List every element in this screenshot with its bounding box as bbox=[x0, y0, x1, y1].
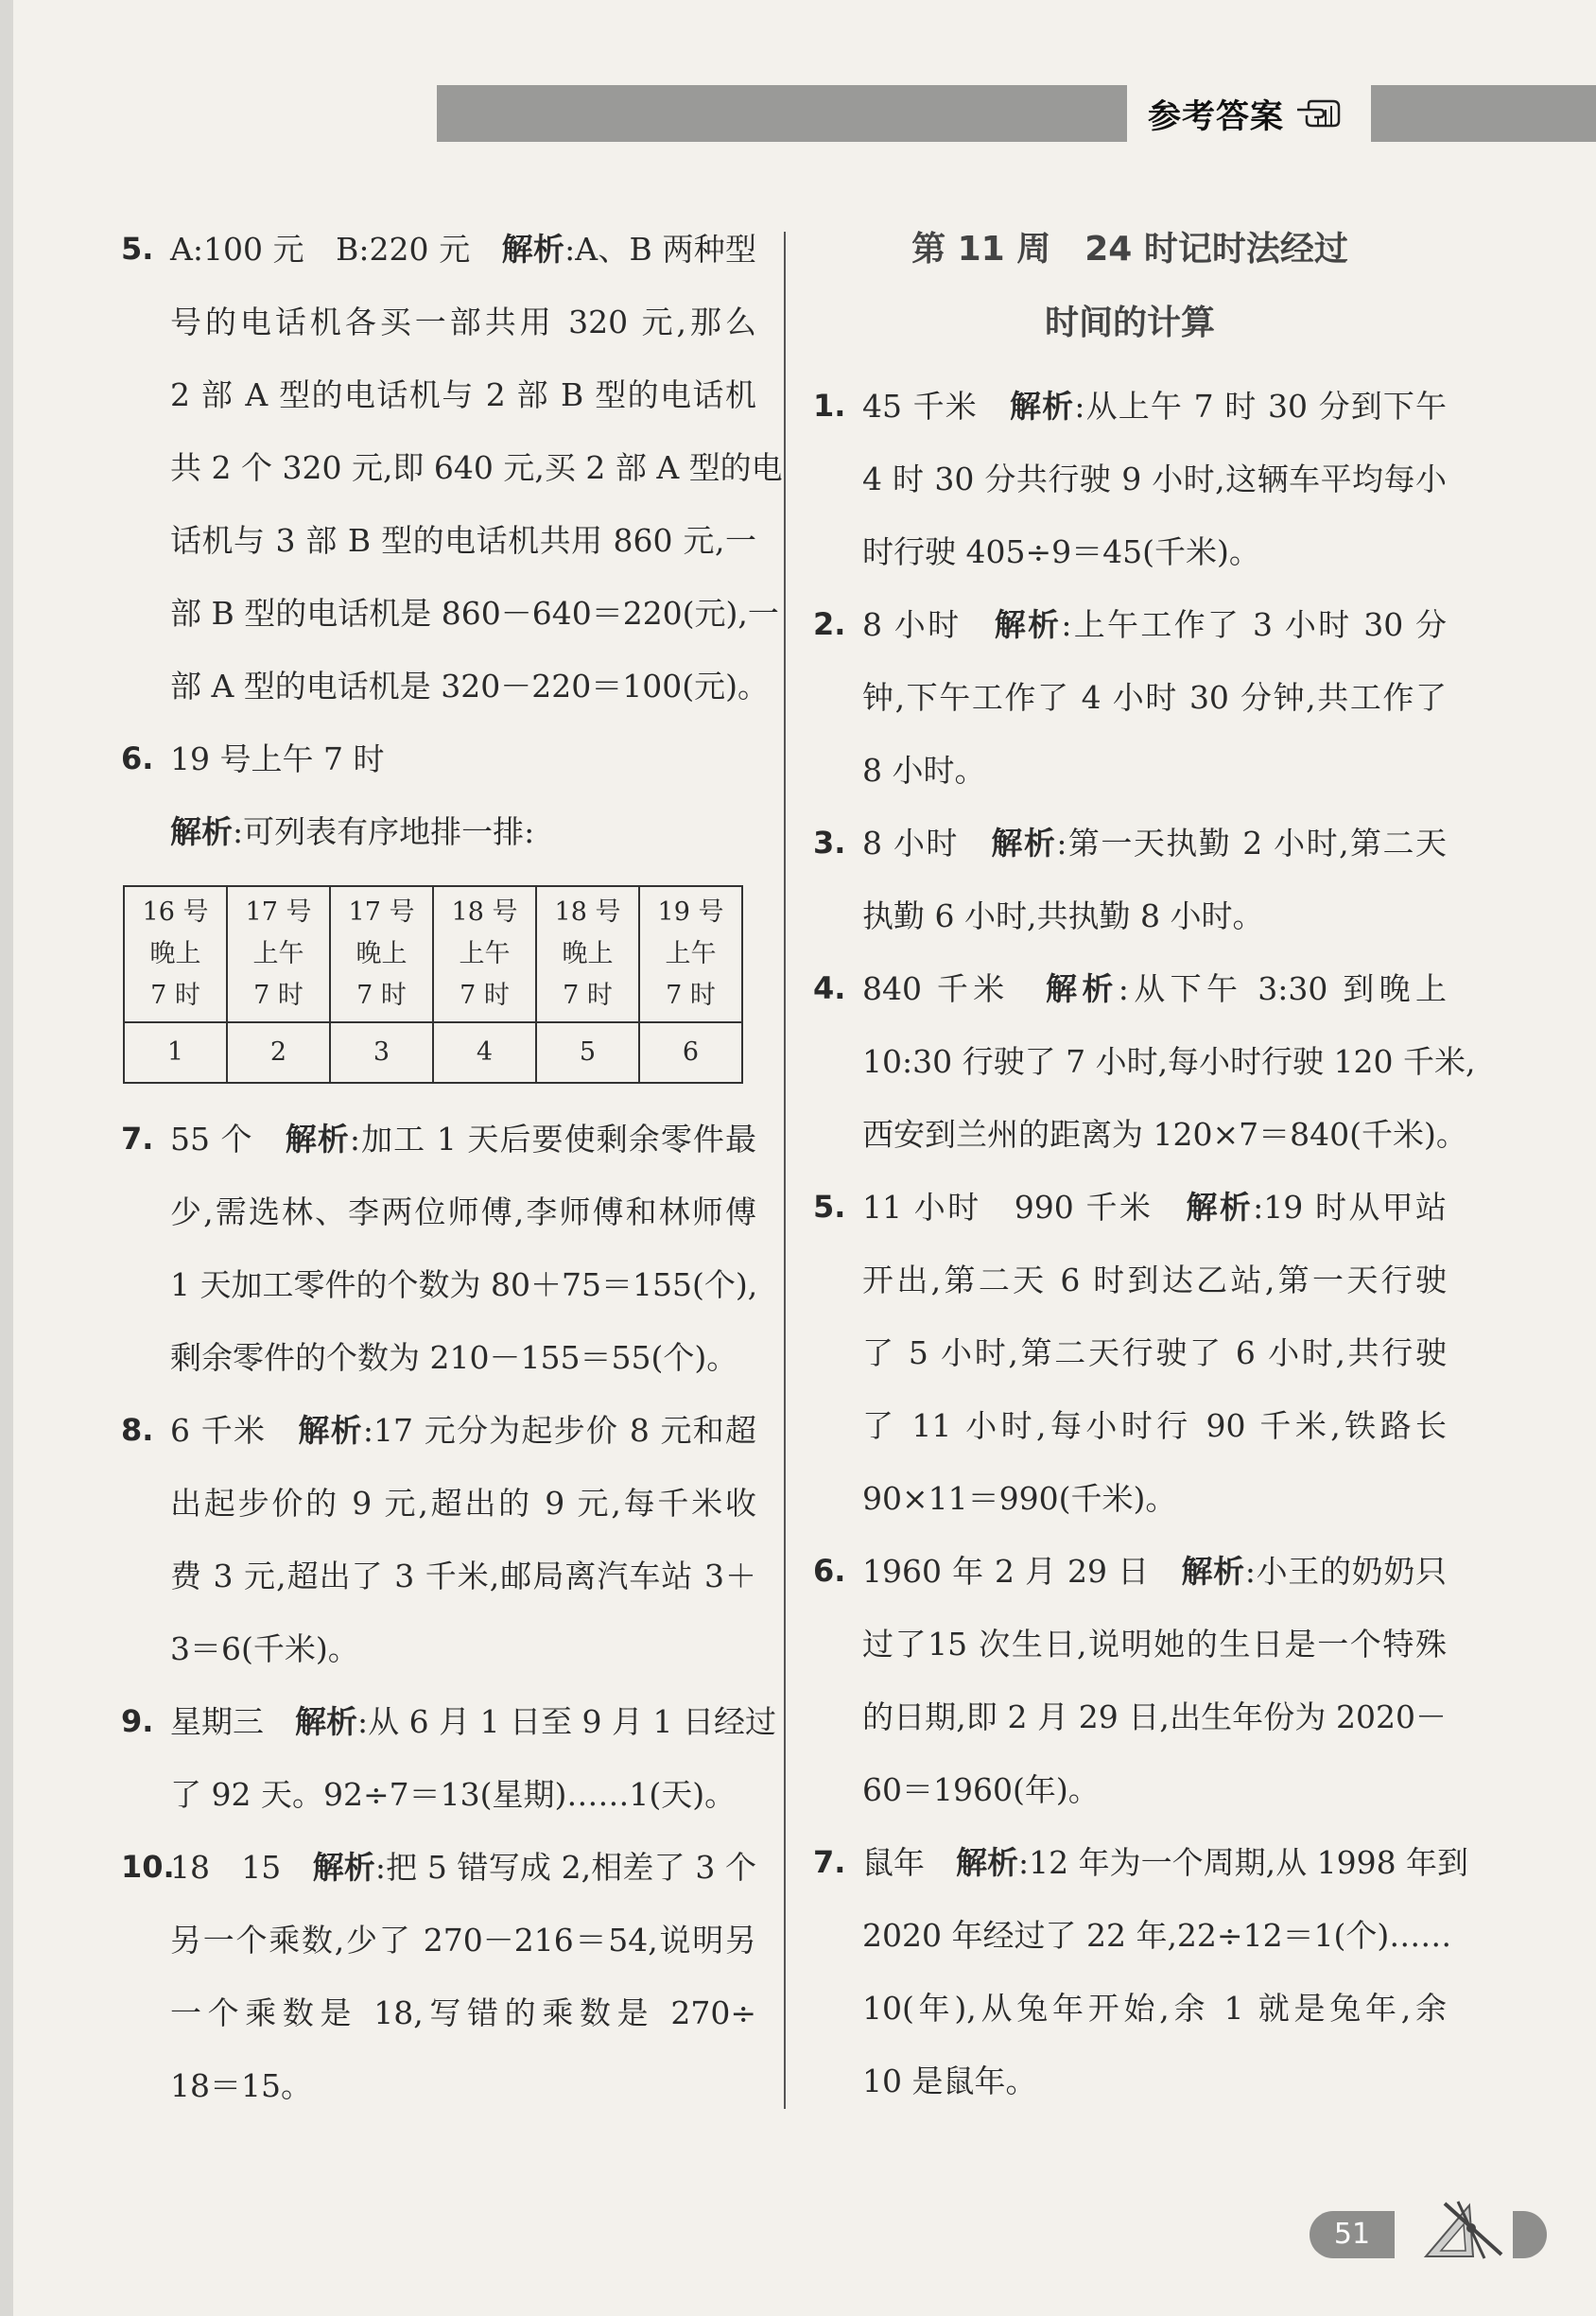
text-line: 4 时 30 分共行驶 9 小时,这辆车平均每小 bbox=[862, 461, 1447, 497]
text-line: 部 A 型的电话机是 320－220＝100(元)。 bbox=[170, 668, 770, 705]
item-number: 6. bbox=[121, 740, 154, 776]
text-line: 11 小时 990 千米 解析:19 时从甲站 bbox=[862, 1189, 1447, 1226]
table-header-cell: 17 号 晚上 7 时 bbox=[330, 886, 433, 1022]
text-line: 鼠年 解析:12 年为一个周期,从 1998 年到 bbox=[862, 1844, 1469, 1881]
item-number: 9. bbox=[121, 1703, 154, 1739]
analysis-label: 解析 bbox=[1046, 970, 1119, 1007]
text-line: 55 个 解析:加工 1 天后要使剩余零件最 bbox=[170, 1121, 757, 1158]
text-line: 10:30 行驶了 7 小时,每小时行驶 120 千米, bbox=[862, 1043, 1476, 1080]
text-line: 3＝6(千米)。 bbox=[170, 1630, 359, 1667]
item-number: 3. bbox=[813, 825, 846, 861]
text-line: 2 部 A 型的电话机与 2 部 B 型的电话机 bbox=[170, 376, 756, 413]
text-line: 90×11＝990(千米)。 bbox=[862, 1480, 1177, 1517]
text-line: 1 天加工零件的个数为 80＋75＝155(个), bbox=[170, 1266, 758, 1303]
text-line: 钟,下午工作了 4 小时 30 分钟,共工作了 bbox=[862, 679, 1447, 716]
left-column bbox=[121, 213, 783, 2122]
analysis-label: 解析 bbox=[285, 1121, 350, 1158]
text-line: 了 11 小时,每小时行 90 千米,铁路长 bbox=[862, 1407, 1447, 1444]
analysis-label: 解析 bbox=[994, 606, 1062, 643]
text-line: 2020 年经过了 22 年,22÷12＝1(个)…… bbox=[862, 1917, 1452, 1954]
item-number: 2. bbox=[813, 606, 846, 642]
answer-left-5 bbox=[121, 213, 783, 723]
analysis-label: 解析 bbox=[1186, 1189, 1254, 1226]
page-number: 51 bbox=[1310, 2211, 1395, 2258]
table-header-row bbox=[124, 886, 742, 1022]
text-line: 18＝15。 bbox=[170, 2067, 312, 2104]
text-line: 45 千米 解析:从上午 7 时 30 分到下午 bbox=[862, 388, 1448, 425]
page-edge-shadow bbox=[0, 0, 13, 2316]
analysis-label: 解析 bbox=[991, 825, 1057, 862]
analysis-label: 解析 bbox=[298, 1412, 363, 1449]
answer-left-6 bbox=[121, 723, 756, 868]
table-cell: 6 bbox=[639, 1022, 742, 1083]
text-line: 1960 年 2 月 29 日 解析:小王的奶奶只 bbox=[862, 1553, 1448, 1590]
section-title: 第 11 周 24 时记时法经过 时间的计算 bbox=[911, 230, 1348, 342]
text-line: 部 B 型的电话机是 860－640＝220(元),一 bbox=[170, 595, 779, 632]
text-line: 话机与 3 部 B 型的电话机共用 860 元,一 bbox=[170, 522, 756, 559]
text-line: 号的电话机各买一部共用 320 元,那么 bbox=[170, 304, 756, 340]
item-number: 7. bbox=[121, 1121, 154, 1157]
text-line: 西安到兰州的距离为 120×7＝840(千米)。 bbox=[862, 1116, 1467, 1153]
analysis-label: 解析 bbox=[1181, 1553, 1245, 1590]
text-line: 8 小时 解析:第一天执勤 2 小时,第二天 bbox=[862, 825, 1447, 862]
table-row bbox=[124, 1022, 742, 1083]
answer-left-7 bbox=[121, 1103, 756, 1394]
text-line: 解析:可列表有序地排一排: bbox=[170, 813, 535, 850]
item-number: 10. bbox=[121, 1849, 175, 1885]
text-line: 8 小时 解析:上午工作了 3 小时 30 分 bbox=[862, 606, 1447, 643]
item-number: 7. bbox=[813, 1844, 846, 1880]
footer-badge-cap bbox=[1513, 2211, 1547, 2258]
text-line: 了 92 天。92÷7＝13(星期)……1(天)。 bbox=[170, 1776, 737, 1813]
answer-right-3 bbox=[813, 807, 1447, 952]
table-header-cell: 19 号 上午 7 时 bbox=[639, 886, 742, 1022]
analysis-label: 解析 bbox=[956, 1844, 1018, 1881]
text-line: 60＝1960(年)。 bbox=[862, 1771, 1100, 1808]
text-line: 18 15 解析:把 5 错写成 2,相差了 3 个 bbox=[170, 1849, 756, 1886]
item-number: 5. bbox=[813, 1189, 846, 1225]
table-header-cell: 16 号 晚上 7 时 bbox=[124, 886, 227, 1022]
right-column bbox=[813, 213, 1476, 2117]
text-line: 840 千米 解析:从下午 3:30 到晚上 bbox=[862, 970, 1448, 1007]
drafting-tools-icon bbox=[1416, 2196, 1511, 2264]
answer-right-6 bbox=[813, 1535, 1447, 1826]
analysis-label: 解析 bbox=[295, 1703, 357, 1740]
header-band-right bbox=[1371, 85, 1596, 142]
table-cell: 5 bbox=[536, 1022, 639, 1083]
answer-right-1 bbox=[813, 370, 1447, 588]
text-line: 时行驶 405÷9＝45(千米)。 bbox=[862, 533, 1260, 570]
answer-right-7 bbox=[813, 1826, 1469, 2117]
header-band-left bbox=[437, 85, 1127, 142]
text-line: 了 5 小时,第二天行驶了 6 小时,共行驶 bbox=[862, 1334, 1447, 1371]
table-cell: 2 bbox=[227, 1022, 330, 1083]
text-line: 过了15 次生日,说明她的生日是一个特殊 bbox=[862, 1626, 1447, 1663]
item-number: 8. bbox=[121, 1412, 154, 1448]
table-header-cell: 18 号 上午 7 时 bbox=[433, 886, 536, 1022]
text-line: 8 小时。 bbox=[862, 752, 986, 789]
text-line: 共 2 个 320 元,即 640 元,买 2 部 A 型的电 bbox=[170, 449, 783, 486]
schedule-table bbox=[123, 885, 743, 1084]
text-line: 费 3 元,超出了 3 千米,邮局离汽车站 3＋ bbox=[170, 1558, 756, 1594]
text-line: 10(年),从兔年开始,余 1 就是兔年,余 bbox=[862, 1990, 1447, 2027]
answer-left-10 bbox=[121, 1831, 756, 2122]
item-number: 4. bbox=[813, 970, 846, 1006]
table-cell: 4 bbox=[433, 1022, 536, 1083]
text-line: 一个乘数是 18,写错的乘数是 270÷ bbox=[170, 1994, 756, 2031]
text-line: 执勤 6 小时,共执勤 8 小时。 bbox=[862, 897, 1264, 934]
answer-right-4 bbox=[813, 952, 1476, 1171]
item-number: 5. bbox=[121, 231, 154, 267]
analysis-label: 解析 bbox=[501, 231, 565, 268]
text-line: 出起步价的 9 元,超出的 9 元,每千米收 bbox=[170, 1485, 756, 1522]
text-line: 10 是鼠年。 bbox=[862, 2063, 1037, 2099]
pointing-hand-icon bbox=[1295, 98, 1341, 129]
analysis-label: 解析 bbox=[170, 813, 233, 850]
analysis-label: 解析 bbox=[1010, 388, 1075, 425]
table-header-cell: 17 号 上午 7 时 bbox=[227, 886, 330, 1022]
answer-left-9 bbox=[121, 1685, 777, 1831]
text-line: 星期三 解析:从 6 月 1 日至 9 月 1 日经过 bbox=[170, 1703, 777, 1740]
table-cell: 1 bbox=[124, 1022, 227, 1083]
table-cell: 3 bbox=[330, 1022, 433, 1083]
answer-right-2 bbox=[813, 588, 1447, 807]
text-line: 另一个乘数,少了 270－216＝54,说明另 bbox=[170, 1922, 756, 1959]
text-line: 的日期,即 2 月 29 日,出生年份为 2020－ bbox=[862, 1698, 1447, 1735]
answer-left-8 bbox=[121, 1394, 756, 1685]
table-header-cell: 18 号 晚上 7 时 bbox=[536, 886, 639, 1022]
text-line: A:100 元 B:220 元 解析:A、B 两种型 bbox=[170, 231, 756, 268]
item-number: 1. bbox=[813, 388, 846, 424]
text-line: 开出,第二天 6 时到达乙站,第一天行驶 bbox=[862, 1262, 1447, 1298]
column-divider bbox=[784, 232, 786, 2109]
answer-right-5 bbox=[813, 1171, 1447, 1535]
item-number: 6. bbox=[813, 1553, 846, 1589]
header-title: 参考答案 bbox=[1148, 98, 1285, 136]
text-line: 少,需选林、李两位师傅,李师傅和林师傅 bbox=[170, 1193, 756, 1230]
answer-text: 19 号上午 7 时 bbox=[170, 740, 385, 777]
text-line: 6 千米 解析:17 元分为起步价 8 元和超 bbox=[170, 1412, 757, 1449]
text-line: 剩余零件的个数为 210－155＝55(个)。 bbox=[170, 1339, 738, 1376]
analysis-label: 解析 bbox=[312, 1849, 375, 1886]
